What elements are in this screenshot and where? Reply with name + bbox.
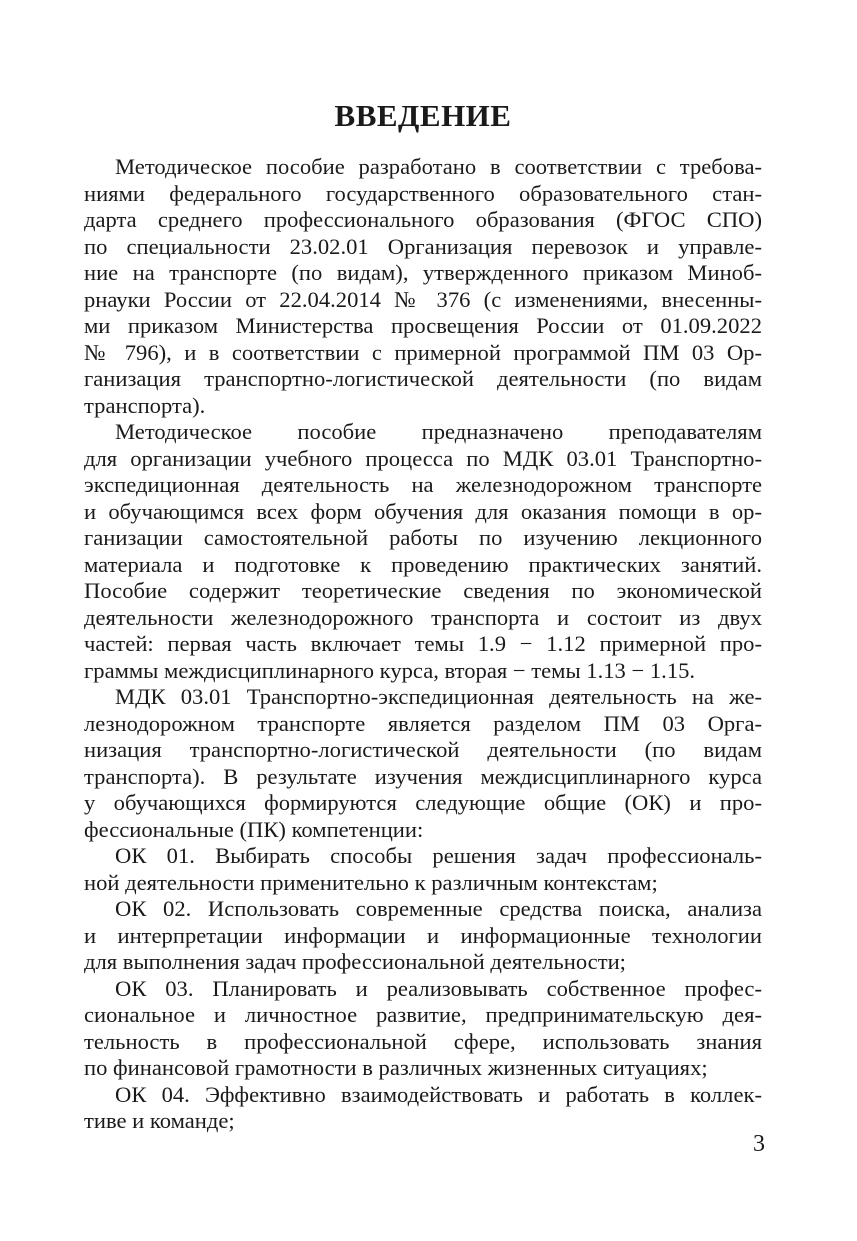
text-line: № 796), и в соответствии с примерной программой ПМ 03 Ор-	[84, 339, 762, 365]
text-line: у обучающихся формируются следующие общие (ОК) и про-	[84, 790, 762, 815]
body-text	[84, 154, 762, 1135]
text-line: тиве и команде;	[84, 1108, 235, 1133]
text-line: ОК 04. Эффективно взаимодействовать и работать в коллек-	[115, 1081, 762, 1107]
text-line: и обучающимся всех форм обучения для оказания помощи в ор-	[84, 498, 762, 524]
text-line: транспорта). В результате изучения междисциплинарного курса	[84, 763, 762, 789]
text-line: рнауки России от 22.04.2014 № 376 (с изменениями, внесенны-	[84, 286, 762, 312]
text-line: сиональное и личностное развитие, предпринимательскую дея-	[84, 1002, 762, 1027]
page-content	[84, 96, 762, 1135]
text-line: дарта среднего профессионального образования (ФГОС СПО)	[84, 207, 762, 232]
text-line: МДК 03.01 Транспортно-экспедиционная деятельность на же-	[115, 684, 762, 709]
page-title: ВВЕДЕНИЕ	[334, 98, 512, 133]
paragraph	[84, 843, 762, 896]
text-line: фессиональные (ПК) компетенции:	[84, 816, 424, 842]
text-line: лезнодорожном транспорте является разделом ПМ 03 Орга-	[84, 710, 762, 736]
text-line: ми приказом Министерства просвещения России от 01.09.2022	[84, 313, 762, 338]
text-line: и интерпретации информации и информационные технологии	[84, 922, 762, 948]
paragraph	[84, 154, 762, 419]
paragraph	[84, 1082, 762, 1135]
text-line: ОК 01. Выбирать способы решения задач профессиональ-	[115, 843, 762, 868]
text-line: ОК 03. Планировать и реализовывать собственное профес-	[115, 975, 762, 1001]
text-line: ганизации самостоятельной работы по изучению лекционного	[84, 525, 762, 550]
text-line: для выполнения задач профессиональной деятельности;	[84, 949, 626, 974]
text-line: экспедиционная деятельность на железнодорожном транспорте	[84, 472, 762, 497]
text-line: по финансовой грамотности в различных жизненных ситуациях;	[84, 1055, 708, 1080]
text-line: деятельности железнодорожного транспорта и состоит из двух	[84, 604, 762, 630]
text-line: Методическое пособие разработано в соответствии с требова-	[115, 154, 762, 179]
paragraph	[84, 896, 762, 976]
text-line: ганизация транспортно-логистической деятельности (по видам	[84, 366, 762, 391]
text-line: транспорта).	[84, 392, 206, 418]
text-line: Пособие содержит теоретические сведения по экономической	[84, 578, 762, 603]
text-line: для организации учебного процесса по МДК 03.01 Транспортно-	[84, 445, 762, 471]
text-line: материала и подготовке к проведению практических занятий.	[84, 551, 762, 577]
page-number: 3	[753, 1131, 765, 1157]
paragraph	[84, 976, 762, 1082]
text-line: ние на транспорте (по видам), утвержденного приказом Миноб-	[84, 260, 762, 285]
text-line: низация транспортно-логистической деятельности (по видам	[84, 737, 762, 762]
text-line: ной деятельности применительно к различным контекстам;	[84, 869, 658, 895]
text-line: Методическое пособие предназначено преподавателям	[115, 419, 762, 444]
text-line: ОК 02. Использовать современные средства поиска, анализа	[115, 896, 762, 921]
paragraph	[84, 684, 762, 843]
text-line: по специальности 23.02.01 Организация перевозок и управле-	[84, 233, 762, 259]
text-line: ниями федерального государственного образовательного стан-	[84, 180, 762, 206]
paragraph	[84, 419, 762, 684]
text-line: частей: первая часть включает темы 1.9 − 1.12 примерной про-	[84, 631, 762, 656]
text-line: граммы междисциплинарного курса, вторая − темы 1.13 − 1.15.	[84, 657, 696, 683]
text-line: тельность в профессиональной сфере, использовать знания	[84, 1028, 762, 1054]
